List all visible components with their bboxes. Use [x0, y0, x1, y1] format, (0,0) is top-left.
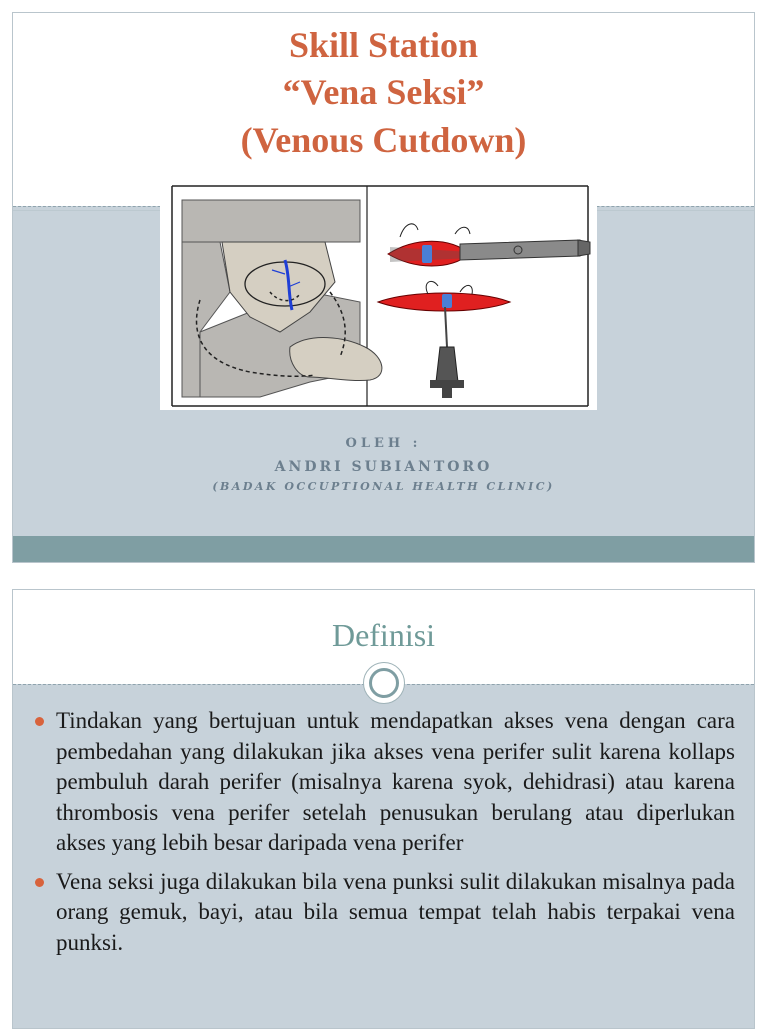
ring-ornament-icon: [363, 662, 405, 704]
slide-title: Definisi: [331, 617, 436, 653]
bullet-dot-icon: [35, 878, 44, 887]
affiliation: (BADAK OCCUPTIONAL HEALTH CLINIC): [212, 480, 555, 493]
teal-band: [13, 536, 754, 562]
bullet-item: [35, 706, 735, 859]
bullet-item: [35, 867, 735, 959]
bullet-dot-icon: [35, 717, 44, 726]
title-slide: [12, 12, 755, 563]
title-line-3: (Venous Cutdown): [240, 120, 527, 160]
author-name: ANDRI SUBIANTORO: [274, 459, 493, 475]
title-line-1: Skill Station: [288, 25, 479, 65]
bullet-list: [35, 706, 735, 966]
credit-label: OLEH :: [345, 436, 422, 451]
definition-slide: [12, 589, 755, 1029]
bullet-text: Tindakan yang bertujuan untuk mendapatkan akses vena dengan cara pembedahan yang dilakukan jika akses vena perifer sulit karena kollaps pembuluh darah perifer (misalnya karena syok, dehidrasi) atau karena thrombosis vena perifer setelah penusukan berulang atau diperlukan akses yang lebih besar daripada vena perifer: [56, 708, 735, 855]
venous-cutdown-illustration: [160, 182, 597, 410]
title-line-2: “Vena Seksi”: [282, 72, 485, 112]
bullet-text: Vena seksi juga dilakukan bila vena punksi sulit dilakukan misalnya pada orang gemuk, bayi, atau bila semua tempat telah habis terpakai vena punksi.: [56, 868, 735, 955]
